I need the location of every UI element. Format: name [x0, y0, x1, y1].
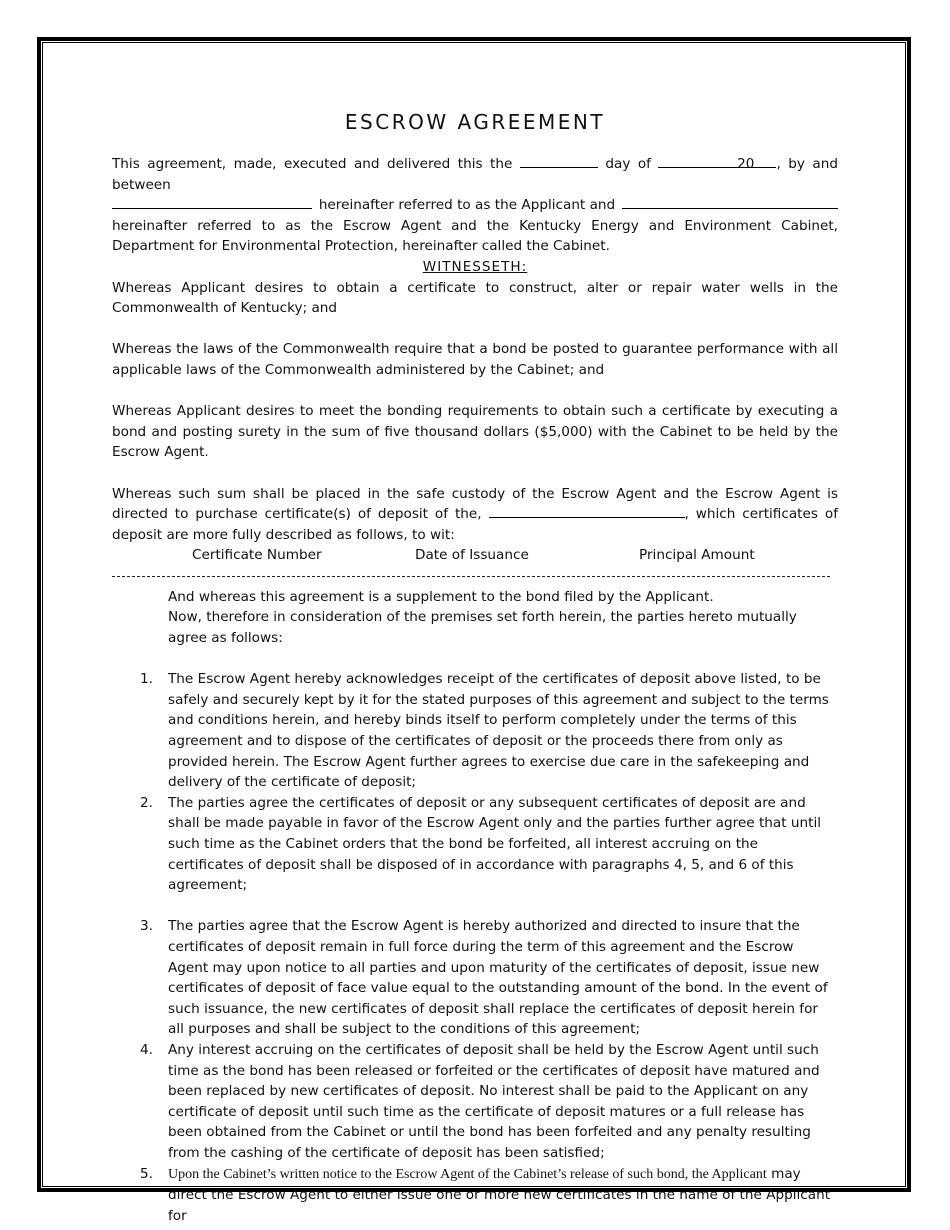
clause-text: The parties agree the certificates of deposit or any subsequent certificates of deposit are and shall be made payable in favor of the Escrow Agent only and the parties further agree that until such time as the Cabinet orders that the bond be forfeited, all interest accruing on the certificates of deposit shall be disposed of in accordance with paragraphs 4, 5, and 6 of this agreement;: [168, 794, 821, 894]
table-rule: [112, 566, 830, 577]
clause-1: [112, 669, 838, 793]
whereas-1: Whereas Applicant desires to obtain a certificate to construct, alter or repair water wells in the Commonwealth of Kentucky; and: [112, 279, 838, 317]
certificate-table-header: [112, 545, 838, 566]
clause-text: The parties agree that the Escrow Agent is hereby authorized and directed to insure that the certificates of deposit remain in full force during the term of this agreement and the Escrow Agent may upon notice to all parties and upon maturity of the certificates of deposit, issue new certificates of deposit of face value equal to the outstanding amount of the bond. In the event of such issuance, the new certificates of deposit shall replace the certificates of deposit herein for all purposes and shall be subject to the conditions of this agreement;: [168, 918, 828, 1038]
spacer: [112, 649, 838, 670]
clause-number: 2.: [140, 794, 153, 811]
clause-5: [112, 1164, 838, 1227]
whereas-4-text-b: , which certificates of deposit are more fully described as follows, to wit:: [112, 506, 838, 543]
clause-5-text: may direct the Escrow Agent to either issue one or more new certificates in the name of the Applicant for: [168, 1165, 831, 1224]
intro-text-2: day of: [605, 156, 651, 172]
whereas-2: Whereas the laws of the Commonwealth require that a bond be posted to guarantee performance with all applicable laws of the Commonwealth administered by the Cabinet; and: [112, 341, 838, 378]
intro-text-4: hereinafter referred to as the Applicant and: [318, 197, 616, 214]
date-month-year-blank[interactable]: [658, 154, 776, 172]
spacer: [112, 463, 838, 484]
bank-name-blank[interactable]: [489, 504, 685, 518]
clause-spacer: [112, 896, 838, 917]
intro-line-2: [112, 195, 838, 216]
year-prefix: 20: [737, 156, 755, 172]
witnesseth-text: WITNESSETH:: [422, 258, 528, 275]
intro-text-3: , by and between: [112, 156, 839, 193]
whereas-4-text-a: Whereas such sum shall be placed in the safe custody of the Escrow Agent and the Escrow Agent is directed to purchase certificate(s) of deposit of the,: [112, 485, 838, 523]
intro-text-5: hereinafter referred to as the Escrow Agent and the Kentucky Energy and Environment Cabinet, Department for Environmental Protection, hereinafter called the Cabinet.: [112, 217, 838, 255]
col-certificate-number: Certificate Number: [192, 547, 322, 564]
document-body: [112, 154, 838, 1226]
intro-text-1: This agreement, made, executed and delivered this the: [112, 156, 513, 172]
clause-text: The Escrow Agent hereby acknowledges receipt of the certificates of deposit above listed, to be safely and securely kept by it for the stated purposes of this agreement and subject to the terms and conditions herein, and hereby binds itself to perform completely under the terms of this agreement and to dispose of the certificates of deposit or the proceeds there from only as provided herein. The Escrow Agent further agrees to exercise due care in the safekeeping and delivery of the certificate of deposit;: [168, 671, 829, 791]
whereas-3: Whereas Applicant desires to meet the bonding requirements to obtain such a certificate by executing a bond and posting surety in the sum of five thousand dollars ($5,000) with the Cabinet to be held by the Escrow Agent.: [112, 403, 838, 461]
date-day-blank[interactable]: [520, 154, 598, 168]
witnesseth-heading: [112, 257, 838, 278]
escrow-agent-name-blank[interactable]: [622, 195, 838, 209]
document-title: ESCROW AGREEMENT: [344, 110, 606, 134]
clause-number: 4.: [140, 1041, 153, 1058]
clause-number: 3.: [140, 918, 153, 935]
col-principal-amount: Principal Amount: [639, 547, 755, 564]
clause-4: [112, 1040, 838, 1164]
clause-5-text-serif: Upon the Cabinet’s written notice to the Escrow Agent of the Cabinet’s release of such bond, the Applicant: [168, 1166, 767, 1182]
now-therefore-line: Now, therefore in consideration of the premises set forth herein, the parties hereto mutually agree as follows:: [168, 609, 797, 647]
whereas-4: [112, 484, 838, 546]
applicant-name-blank[interactable]: [112, 195, 312, 209]
clause-3: [112, 916, 838, 1040]
clause-text: Any interest accruing on the certificates of deposit shall be held by the Escrow Agent until such time as the bond has been released or forfeited or the certificates of deposit have matured and been replaced by new certificates of deposit. No interest shall be paid to the Applicant on any certificate of deposit until such time as the certificate of deposit matures or a full release has been obtained from the Cabinet or until the bond has been forfeited and any penalty resulting from the cashing of the certificate of deposit has been satisfied;: [168, 1041, 820, 1161]
intro-paragraph: [112, 154, 838, 257]
spacer: [112, 381, 838, 402]
clauses-list: [112, 669, 838, 1226]
col-date-of-issuance: Date of Issuance: [415, 547, 529, 564]
clause-number: 5.: [140, 1165, 153, 1182]
supplement-line: And whereas this agreement is a supplement to the bond filed by the Applicant.: [168, 588, 714, 605]
clause-number: 1.: [140, 671, 153, 688]
spacer: [112, 319, 838, 340]
clause-2: [112, 793, 838, 896]
